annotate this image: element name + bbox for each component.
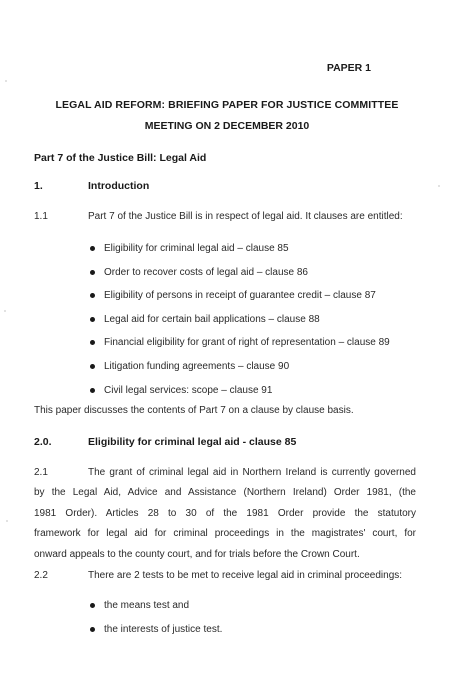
part-heading: Part 7 of the Justice Bill: Legal Aid xyxy=(34,152,207,164)
list-item: Order to recover costs of legal aid – clause 86 xyxy=(104,267,390,291)
section-2-number: 2.0. xyxy=(34,436,52,448)
para-2-1-line: onward appeals to the county court, and for trials before the Crown Court. xyxy=(34,548,360,560)
bullet-icon xyxy=(90,603,95,608)
bullet-icon xyxy=(90,364,95,369)
list-item: the interests of justice test. xyxy=(104,624,222,648)
section-1-number: 1. xyxy=(34,180,43,192)
section-2-title: Eligibility for criminal legal aid - clause 85 xyxy=(88,436,297,448)
document-title-line-1: LEGAL AID REFORM: BRIEFING PAPER FOR JUSTICE COMMITTEE xyxy=(55,99,399,111)
para-2-1-line: The grant of criminal legal aid in Northern Ireland is currently governed xyxy=(88,467,416,478)
para-2-1-line: framework for legal aid for criminal proceedings in the magistrates' court, for xyxy=(34,528,416,540)
section-1-summary: This paper discusses the contents of Part 7 on a clause by clause basis. xyxy=(34,405,354,416)
bullet-icon xyxy=(90,340,95,345)
list-item: Eligibility for criminal legal aid – clause 85 xyxy=(104,243,390,267)
list-item: the means test and xyxy=(104,600,222,624)
list-item: Civil legal services: scope – clause 91 xyxy=(104,385,390,409)
para-1-1-text: Part 7 of the Justice Bill is in respect of legal aid. It clauses are entitled: xyxy=(88,211,403,222)
section-1-title: Introduction xyxy=(88,180,150,192)
list-item: Financial eligibility for grant of right of representation – clause 89 xyxy=(104,337,390,361)
bullet-icon xyxy=(90,317,95,322)
test-list xyxy=(104,600,222,647)
para-2-1-number: 2.1 xyxy=(34,467,48,478)
bullet-icon xyxy=(90,293,95,298)
scan-speck xyxy=(4,310,6,312)
bullet-icon xyxy=(90,627,95,632)
bullet-icon xyxy=(90,388,95,393)
clause-list xyxy=(104,243,390,408)
scan-speck xyxy=(438,185,440,187)
paper-label: PAPER 1 xyxy=(326,62,371,74)
list-item: Litigation funding agreements – clause 90 xyxy=(104,361,390,385)
scan-speck xyxy=(5,80,7,82)
para-2-1-line: by the Legal Aid, Advice and Assistance (Northern Ireland) Order 1981, (the xyxy=(34,487,416,499)
para-2-1-text xyxy=(34,463,416,565)
bullet-icon xyxy=(90,246,95,251)
list-item: Legal aid for certain bail applications – clause 88 xyxy=(104,314,390,338)
para-2-2-text: There are 2 tests to be met to receive legal aid in criminal proceedings: xyxy=(88,570,403,581)
para-2-2-number: 2.2 xyxy=(34,570,48,581)
para-1-1-number: 1.1 xyxy=(34,211,48,222)
list-item: Eligibility of persons in receipt of guarantee credit – clause 87 xyxy=(104,290,390,314)
scan-speck xyxy=(6,520,8,522)
bullet-icon xyxy=(90,270,95,275)
document-title-line-2: MEETING ON 2 DECEMBER 2010 xyxy=(144,120,310,132)
para-2-1-line: 1981 Order). Articles 28 to 30 of the 1981 Order provide the statutory xyxy=(34,507,416,519)
